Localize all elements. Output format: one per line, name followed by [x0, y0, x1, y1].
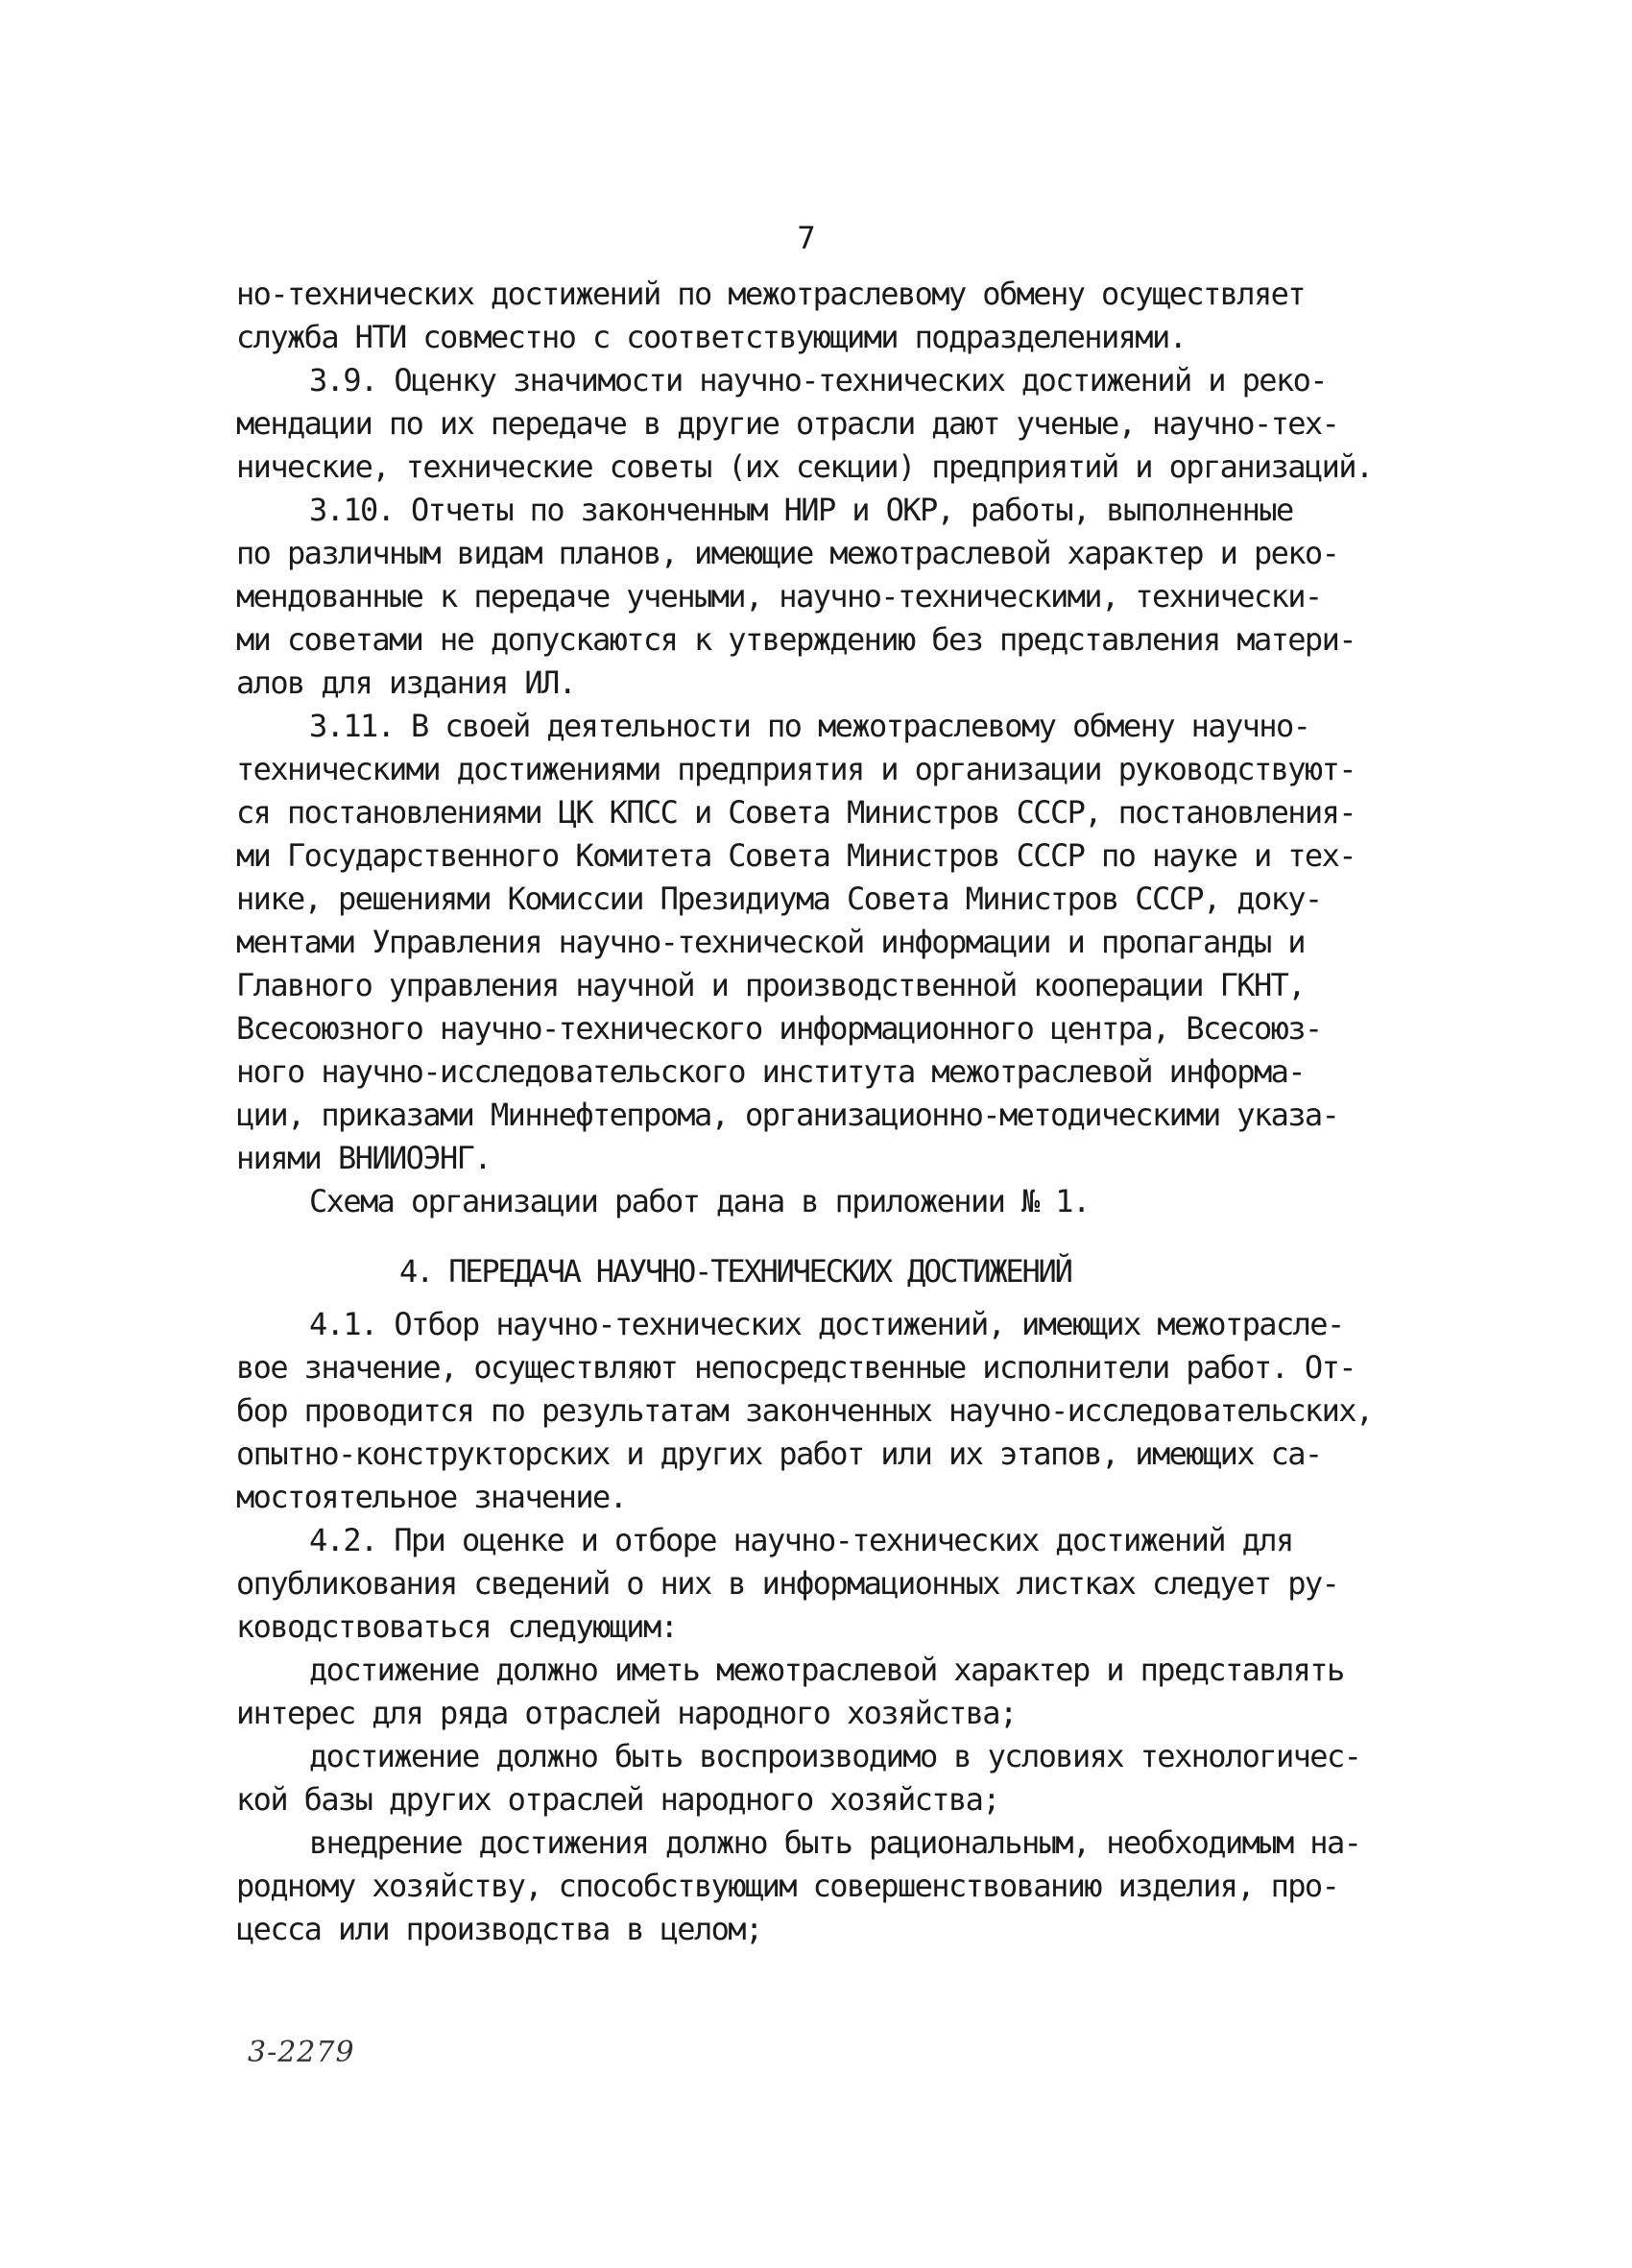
text-line: ного научно-исследовательского института межотраслевой информа- — [236, 1053, 1305, 1090]
text-line: мостоятельное значение. — [236, 1479, 627, 1515]
text-line: достижение должно быть воспроизводимо в условиях технологичес- — [309, 1738, 1361, 1774]
paragraph-3-11 — [236, 705, 1436, 1180]
text-line: ми советами не допускаются к утверждению без представления матери- — [236, 621, 1356, 658]
paragraph-3-10 — [236, 489, 1436, 705]
criterion-rational — [236, 1822, 1436, 1951]
section-heading: 4. ПЕРЕДАЧА НАУЧНО-ТЕХНИЧЕСКИХ ДОСТИЖЕНИЙ — [399, 1253, 1071, 1290]
text-line: 4.2. При оценке и отборе научно-технических достижений для — [309, 1522, 1293, 1558]
text-line: интерес для ряда отраслей народного хозяйства; — [236, 1695, 1017, 1731]
text-line: по различным видам планов, имеющие межотраслевой характер и реко- — [236, 535, 1339, 571]
paragraph-scheme — [236, 1180, 1436, 1223]
text-line: цесса или производства в целом; — [236, 1911, 762, 1947]
text-line: ментами Управления научно-технической информации и пропаганды и — [236, 924, 1305, 960]
text-line: ниями ВНИИОЭНГ. — [236, 1140, 491, 1176]
text-line: нике, решениями Комиссии Президиума Совета Министров СССР, доку- — [236, 881, 1322, 917]
text-line: кой базы других отраслей народного хозяйства; — [236, 1781, 999, 1818]
text-line: родному хозяйству, способствующим совершенствованию изделия, про- — [236, 1868, 1339, 1904]
text-line: нические, технические советы (их секции) предприятий и организаций. — [236, 448, 1373, 485]
page-number: 7 — [797, 220, 816, 256]
text-line: но-технических достижений по межотраслевому обмену осуществляет — [236, 276, 1305, 312]
text-line: опытно-конструкторских и других работ или их этапов, имеющих са- — [236, 1436, 1322, 1472]
document-body — [236, 273, 1436, 1951]
text-line: Главного управления научной и производственной кооперации ГКНТ, — [236, 967, 1305, 1003]
paragraph-continuation — [236, 273, 1436, 359]
text-line: алов для издания ИЛ. — [236, 664, 576, 701]
text-line: Схема организации работ дана в приложении № 1. — [309, 1183, 1090, 1219]
criterion-reproducible — [236, 1735, 1436, 1822]
paragraph-3-9 — [236, 359, 1436, 489]
text-line: техническими достижениями предприятия и организации руководствуют- — [236, 751, 1356, 787]
text-line: опубликования сведений о них в информационных листках следует ру- — [236, 1565, 1339, 1602]
text-line: служба НТИ совместно с соответствующими подразделениями. — [236, 319, 1187, 355]
text-line: 3.9. Оценку значимости научно-технических достижений и реко- — [309, 362, 1327, 398]
text-line: бор проводится по результатам законченных научно-исследовательских, — [236, 1392, 1373, 1429]
text-line: внедрение достижения должно быть рациональным, необходимым на- — [309, 1824, 1361, 1861]
text-line: мендованные к передаче учеными, научно-техническими, технически- — [236, 578, 1322, 615]
text-line: 4.1. Отбор научно-технических достижений, имеющих межотрасле- — [309, 1306, 1344, 1342]
text-line: ководствоваться следующим: — [236, 1608, 678, 1645]
paragraph-4-1 — [236, 1303, 1436, 1519]
text-line: ся постановлениями ЦК КПСС и Совета Министров СССР, постановления- — [236, 794, 1356, 831]
handwritten-document-code: 3-2279 — [248, 2036, 355, 2069]
paragraph-4-2 — [236, 1519, 1436, 1649]
text-line: Всесоюзного научно-технического информационного центра, Всесоюз- — [236, 1010, 1322, 1047]
text-line: ми Государственного Комитета Совета Министров СССР по науке и тех- — [236, 837, 1356, 874]
text-line: вое значение, осуществляют непосредственные исполнители работ. От- — [236, 1349, 1356, 1386]
text-line: мендации по их передаче в другие отрасли дают ученые, научно-тех- — [236, 405, 1339, 442]
criterion-intersectoral — [236, 1649, 1436, 1735]
text-line: 3.11. В своей деятельности по межотраслевому обмену научно- — [309, 708, 1310, 744]
text-line: ции, приказами Миннефтепрома, организационно-методическими указа- — [236, 1097, 1339, 1133]
text-line: достижение должно иметь межотраслевой характер и представлять — [309, 1652, 1344, 1688]
text-line: 3.10. Отчеты по законченным НИР и ОКР, работы, выполненные — [309, 492, 1293, 528]
